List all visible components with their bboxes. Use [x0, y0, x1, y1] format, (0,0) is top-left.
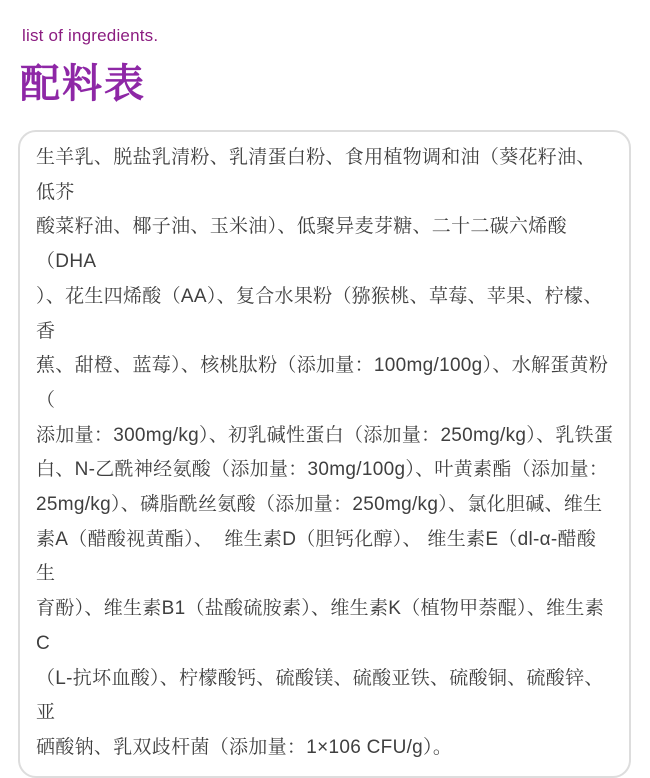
subtitle-english: list of ingredients. — [22, 26, 159, 45]
ingredients-line: 素A（醋酸视黄酯）、 维生素D（胆钙化醇）、 维生素E（dl-α-醋酸生 — [36, 528, 597, 585]
page-title: 配料表 — [20, 62, 146, 106]
ingredients-line: 白、N-乙酰神经氨酸（添加量：30mg/100g）、叶黄素酯（添加量： — [36, 459, 609, 481]
ingredients-text — [36, 141, 614, 766]
ingredients-line: ）、花生四烯酸（AA）、复合水果粉（猕猴桃、草莓、苹果、柠檬、香 — [36, 285, 603, 342]
ingredients-line: 硒酸钠、乳双歧杆菌（添加量：1×106 CFU/g）。 — [36, 736, 453, 758]
ingredients-line: 酸菜籽油、椰子油、玉米油）、低聚异麦芽糖、二十二碳六烯酸（DHA — [36, 216, 567, 273]
ingredients-line: 添加量：300mg/kg）、初乳碱性蛋白（添加量：250mg/kg）、乳铁蛋 — [36, 424, 614, 446]
ingredients-line: 蕉、甜橙、蓝莓）、核桃肽粉（添加量：100mg/100g）、水解蛋黄粉（ — [36, 355, 609, 411]
ingredients-line: 25mg/kg）、磷脂酰丝氨酸（添加量：250mg/kg）、氯化胆碱、维生 — [36, 494, 603, 516]
ingredients-line: 育酚）、维生素B1（盐酸硫胺素）、维生素K（植物甲萘醌）、维生素C — [36, 598, 605, 654]
ingredients-panel — [18, 130, 631, 778]
ingredients-line: （L-抗坏血酸）、柠檬酸钙、硫酸镁、硫酸亚铁、硫酸铜、硫酸锌、亚 — [36, 667, 604, 724]
ingredients-line: 生羊乳、脱盐乳清粉、乳清蛋白粉、食用植物调和油（葵花籽油、低芥 — [36, 147, 596, 203]
